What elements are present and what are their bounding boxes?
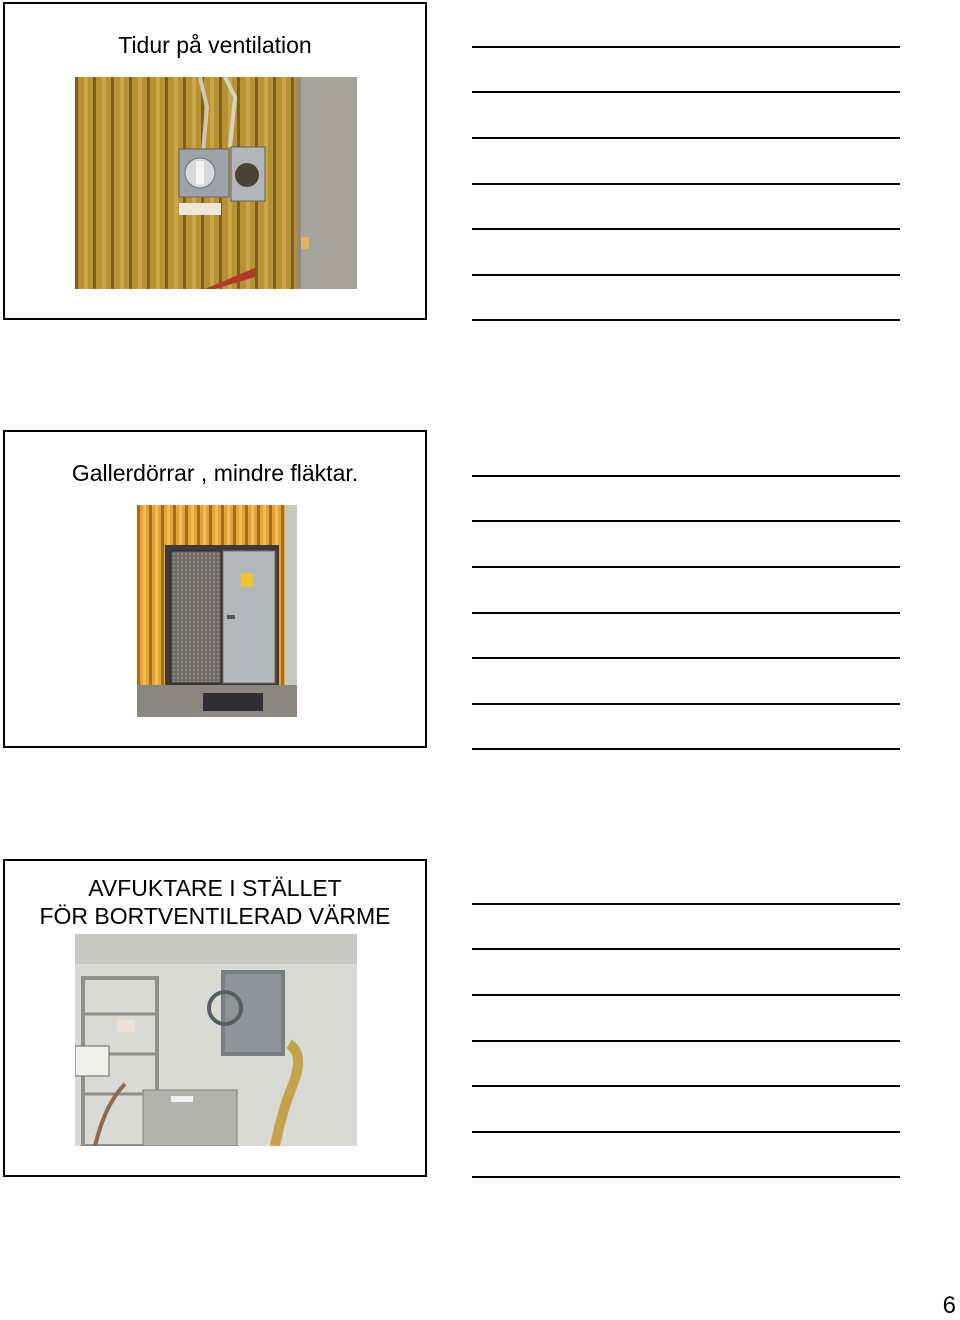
note-line (472, 1131, 900, 1133)
slide-2-notes (472, 475, 900, 751)
note-line (472, 274, 900, 276)
note-line (472, 319, 900, 321)
note-line (472, 46, 900, 48)
dehumidifier-photo (75, 934, 357, 1146)
note-line (472, 475, 900, 477)
note-line (472, 748, 900, 750)
timer-switch-photo (75, 77, 357, 289)
note-line (472, 612, 900, 614)
note-line (472, 1040, 900, 1042)
slide-3-notes (472, 903, 900, 1179)
slide-2 (3, 430, 427, 748)
note-line (472, 91, 900, 93)
slide-1-notes (472, 46, 900, 322)
slide-2-title: Gallerdörrar , mindre fläktar. (71, 460, 359, 486)
note-line (472, 1176, 900, 1178)
note-line (472, 994, 900, 996)
note-line (472, 520, 900, 522)
note-line (472, 228, 900, 230)
note-line (472, 137, 900, 139)
slide-1-title: Tidur på ventilation (118, 32, 312, 58)
note-line (472, 1085, 900, 1087)
note-line (472, 657, 900, 659)
note-line (472, 703, 900, 705)
slide-3-title-line-1: AVFUKTARE I STÄLLET (88, 875, 342, 901)
slide-1 (3, 2, 427, 320)
page-number: 6 (942, 1292, 956, 1319)
grated-door-photo (137, 505, 297, 717)
slide-3-title-line-2: FÖR BORTVENTILERAD VÄRME (39, 903, 391, 929)
note-line (472, 948, 900, 950)
note-line (472, 183, 900, 185)
note-line (472, 566, 900, 568)
slide-3 (3, 859, 427, 1177)
note-line (472, 903, 900, 905)
